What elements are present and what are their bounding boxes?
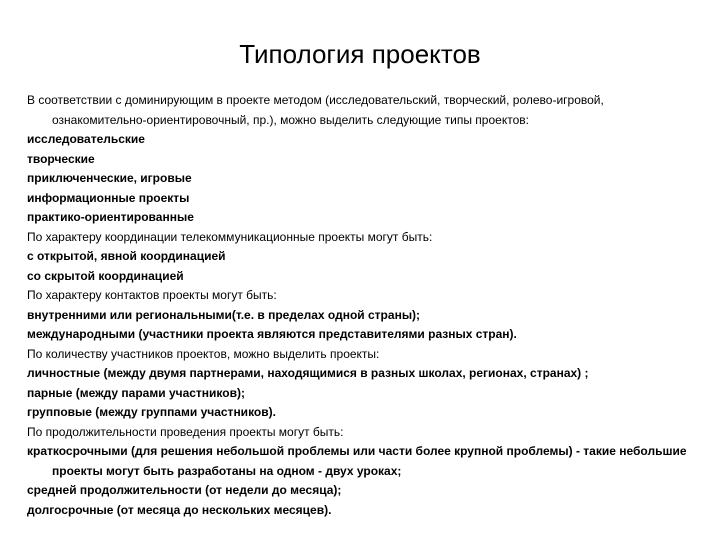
paragraph: средней продолжительности (от недели до месяца); xyxy=(27,483,342,497)
paragraph: приключенческие, игровые xyxy=(27,171,192,185)
paragraph: со скрытой координацией xyxy=(27,268,184,283)
paragraph: практико-ориентированные xyxy=(27,210,194,224)
paragraph: международными (участники проекта являются представителями разных стран). xyxy=(27,327,517,341)
paragraph: парные (между парами участников); xyxy=(27,385,245,400)
paragraph: По характеру координации телекоммуникационные проекты могут быть: xyxy=(27,229,433,244)
paragraph: исследовательские xyxy=(27,132,145,146)
paragraph: групповые (между группами участников). xyxy=(27,405,276,419)
paragraph: В соответствии с доминирующим в проекте методом (исследовательский, творческий, ролево-игровой, ознакомительно-ориентировочный, пр.), можно выделить следующие типы проектов: xyxy=(27,93,604,127)
paragraph: информационные проекты xyxy=(27,190,190,205)
paragraph: По продолжительности проведения проекты могут быть: xyxy=(27,424,344,439)
paragraph: личностные (между двумя партнерами, находящимися в разных школах, регионах, странах) ; xyxy=(27,366,589,380)
paragraph: долгосрочные (от месяца до нескольких месяцев). xyxy=(27,502,332,517)
paragraph: внутренними или региональными(т.е. в пределах одной страны); xyxy=(27,307,421,322)
slide-title: Типология проектов xyxy=(239,39,481,69)
paragraph: с открытой, явной координацией xyxy=(27,249,226,263)
paragraph: краткосрочными (для решения небольшой проблемы или части более крупной проблемы) - такие небольшие проекты могут быть разработаны на одном - двух уроках; xyxy=(27,444,687,478)
paragraph: По характеру контактов проекты могут быть: xyxy=(27,288,277,302)
paragraph: По количеству участников проектов, можно выделить проекты: xyxy=(27,346,380,361)
paragraph: творческие xyxy=(27,151,95,166)
slide-content xyxy=(27,91,699,520)
